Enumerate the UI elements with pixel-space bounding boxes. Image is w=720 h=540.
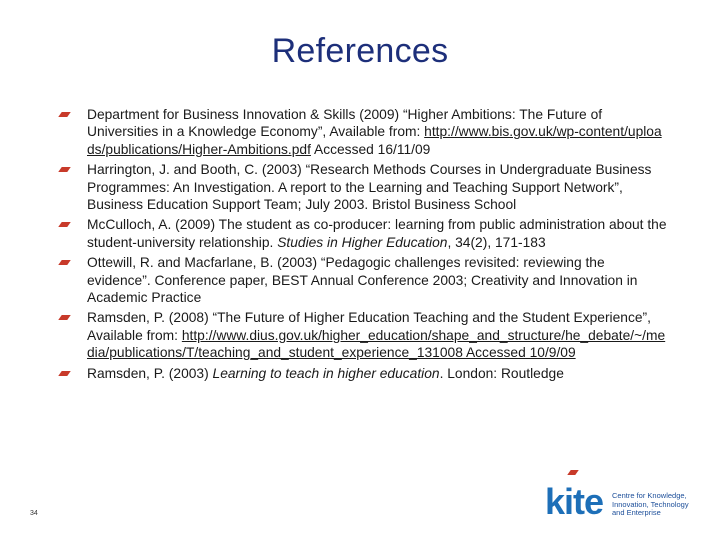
reference-text: Ramsden, P. (2003)	[87, 365, 213, 381]
reference-italic-text: Studies in Higher Education	[277, 234, 448, 250]
bullet-icon	[58, 167, 71, 172]
logo-tagline-line: and Enterprise	[612, 508, 661, 518]
reference-text: Harrington, J. and Booth, C. (2003) “Research Methods Courses in Undergraduate Business Programmes: An Investigation. A report to the Learning and Teaching Support Network”, Business Education Support Team; July 2003. Bristol Business School	[87, 162, 652, 213]
reference-text: . London: Routledge	[439, 365, 564, 381]
bullet-icon	[58, 222, 71, 227]
reference-text: McCulloch, A. (2009) The student as co-producer: learning from public administration about the student-university relationship.	[87, 217, 667, 250]
bullet-icon	[58, 371, 71, 376]
reference-item	[58, 254, 668, 306]
reference-link[interactable]: http://www.bis.gov.uk/wp-content/uploads/publications/Higher-Ambitions.pdf	[87, 124, 662, 157]
reference-link[interactable]: http://www.dius.gov.uk/higher_education/shape_and_structure/he_debate/~/media/publications/T/teaching_and_student_experience_131008 Accessed 10/9/09	[87, 327, 666, 361]
reference-item	[58, 309, 668, 361]
logo-tick-mark	[567, 470, 579, 475]
reference-item	[58, 365, 668, 382]
reference-item	[58, 106, 668, 158]
kite-logo	[545, 481, 705, 522]
page-number: 34	[30, 510, 38, 517]
reference-text: , 34(2), 171-183	[447, 234, 546, 250]
bullet-icon	[58, 112, 71, 117]
reference-italic-text: Learning to teach in higher education	[212, 365, 440, 381]
reference-text: Department for Business Innovation & Skills (2009) “Higher Ambitions: The Future of Universities in a Knowledge Economy”, Available from:	[87, 107, 603, 140]
reference-text: Accessed 16/11/09	[310, 141, 431, 157]
logo-tagline	[612, 492, 707, 518]
reference-item	[58, 216, 668, 251]
logo-tagline-line: Innovation, Technology	[612, 499, 689, 509]
reference-text: Ottewill, R. and Macfarlane, B. (2003) “Pedagogic challenges revisited: reviewing the evidence”. Conference paper, BEST Annual Conference 2003; Creativity and Innovation in Academic Practice	[87, 255, 638, 306]
logo-tagline-line: Centre for Knowledge,	[612, 491, 687, 500]
slide-title: References	[271, 32, 449, 70]
logo-wordmark: kite	[545, 481, 604, 522]
reference-item	[58, 161, 668, 213]
bullet-icon	[58, 260, 71, 265]
bullet-icon	[58, 315, 71, 320]
reference-list	[58, 106, 668, 385]
reference-text: Ramsden, P. (2008) “The Future of Higher Education Teaching and the Student Experience”, Available from:	[87, 310, 651, 343]
